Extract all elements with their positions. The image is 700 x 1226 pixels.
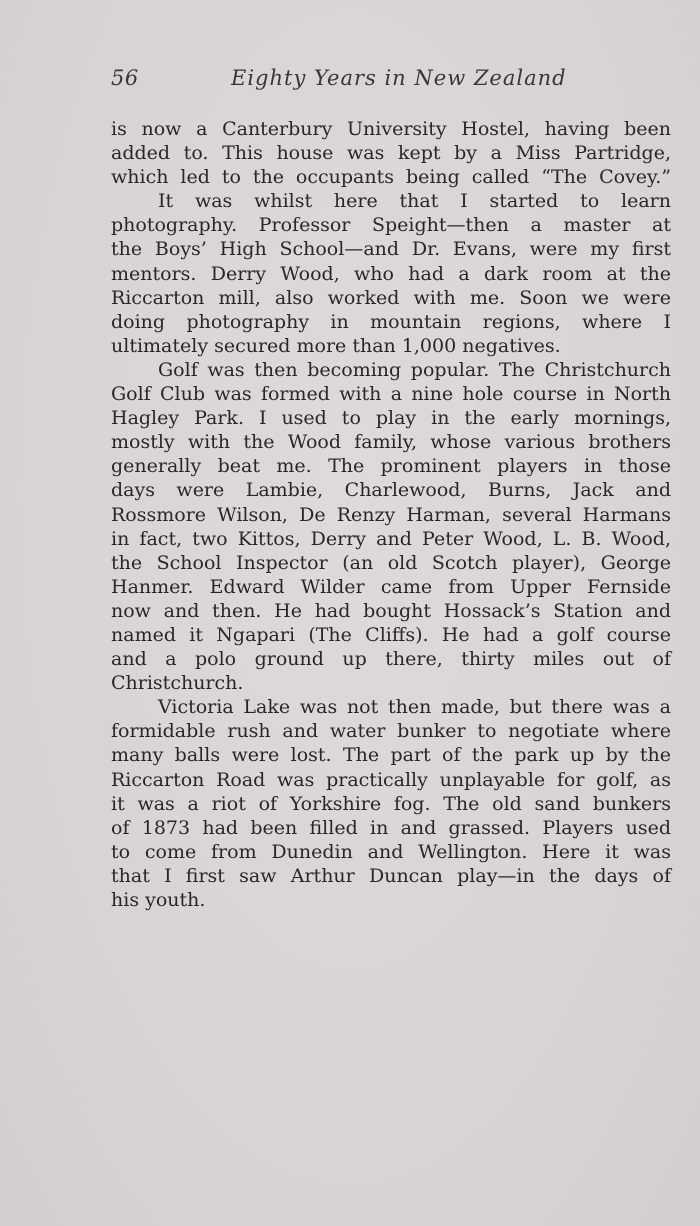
text-line: added to. This house was kept by a Miss Partridge,: [111, 142, 671, 165]
text-line: of 1873 had been filled in and grassed. Players used: [111, 816, 671, 839]
text-line: mentors. Derry Wood, who had a dark room at the: [111, 262, 671, 285]
text-line: Hanmer. Edward Wilder came from Upper Fernside: [111, 575, 671, 598]
text-line: doing photography in mountain regions, where I: [111, 310, 671, 333]
text-line: the Boys’ High School—and Dr. Evans, were my first: [111, 238, 671, 261]
text-line: to come from Dunedin and Wellington. Here it was: [111, 840, 671, 863]
text-line: ultimately secured more than 1,000 negatives.: [111, 334, 561, 357]
body-text: [111, 117, 671, 912]
text-line: Christchurch.: [111, 672, 244, 695]
text-line: that I first saw Arthur Duncan play—in the days of: [111, 864, 671, 887]
text-line: Victoria Lake was not then made, but there was a: [158, 696, 671, 719]
running-title: Eighty Years in New Zealand: [231, 66, 567, 90]
text-line: Golf was then becoming popular. The Christchurch: [158, 358, 671, 381]
text-line: and a polo ground up there, thirty miles out of: [111, 648, 671, 671]
text-line: photography. Professor Speight—then a master at: [111, 214, 671, 237]
text-line: Rossmore Wilson, De Renzy Harman, several Harmans: [111, 503, 671, 526]
running-header: [111, 66, 671, 100]
text-line: is now a Canterbury University Hostel, having been: [111, 118, 671, 140]
text-line: formidable rush and water bunker to negotiate where: [111, 720, 671, 743]
text-line: Golf Club was formed with a nine hole course in North: [111, 383, 671, 406]
text-line: Riccarton mill, also worked with me. Soon we were: [111, 286, 671, 309]
text-line: It was whilst here that I started to learn: [158, 190, 671, 213]
text-line: which led to the occupants being called “The Covey.”: [111, 166, 671, 189]
text-line: Riccarton Road was practically unplayable for golf, as: [111, 768, 671, 791]
text-line: Hagley Park. I used to play in the early mornings,: [111, 407, 671, 430]
text-line: many balls were lost. The part of the park up by the: [111, 744, 671, 767]
text-line: days were Lambie, Charlewood, Burns, Jack and: [111, 479, 671, 502]
text-line: generally beat me. The prominent players in those: [111, 455, 671, 478]
text-line: the School Inspector (an old Scotch player), George: [111, 551, 671, 574]
text-line: named it Ngapari (The Cliffs). He had a golf course: [111, 623, 671, 646]
text-line: it was a riot of Yorkshire fog. The old sand bunkers: [111, 792, 671, 815]
text-line: now and then. He had bought Hossack’s Station and: [111, 599, 671, 622]
text-line: mostly with the Wood family, whose various brothers: [111, 431, 671, 454]
page-number: 56: [111, 66, 139, 90]
text-line: his youth.: [111, 889, 206, 911]
text-line: in fact, two Kittos, Derry and Peter Wood, L. B. Wood,: [111, 527, 671, 550]
